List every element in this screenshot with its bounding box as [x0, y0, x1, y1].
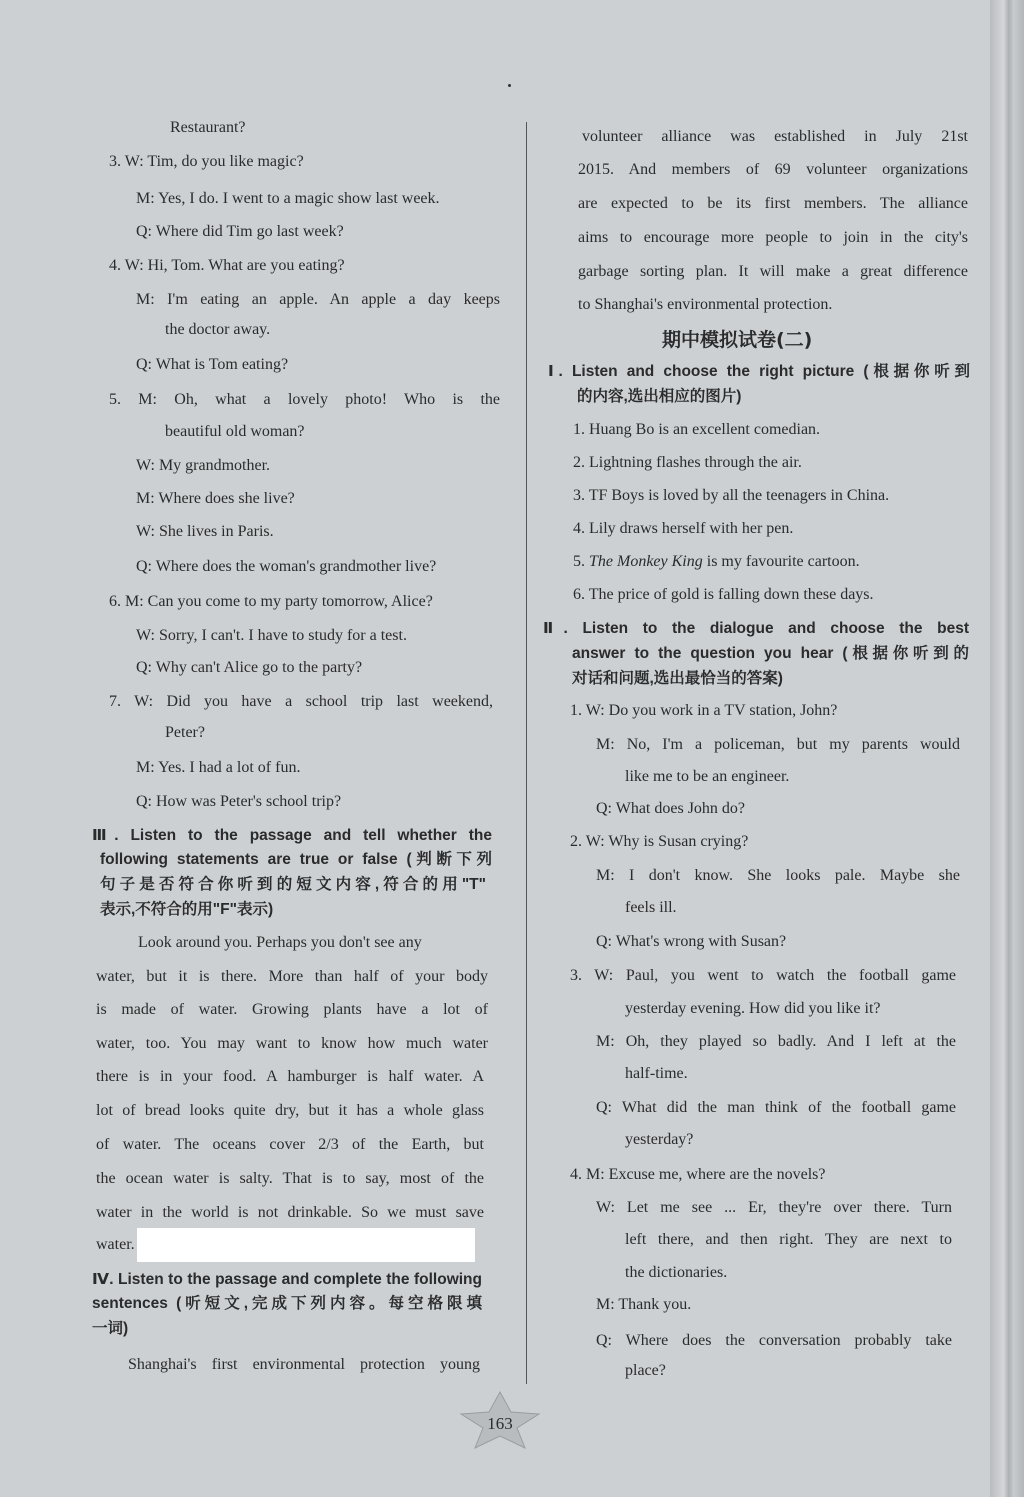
- text-line: 3. W: Tim, do you like magic?: [109, 153, 304, 170]
- dialogue-line: half-time.: [625, 1065, 688, 1082]
- paragraph-line: aims to encourage more people to join in the city's: [578, 229, 968, 246]
- list-item-number: 5.: [573, 553, 585, 570]
- dot-mark: [508, 84, 511, 87]
- text-line: Q: Where did Tim go last week?: [136, 223, 344, 240]
- exam-title: 期中模拟试卷(二): [662, 329, 813, 351]
- dialogue-line: yesterday?: [625, 1131, 694, 1148]
- dialogue-line: feels ill.: [625, 899, 677, 916]
- dialogue-line: 2. W: Why is Susan crying?: [570, 833, 749, 850]
- text-line: 4. W: Hi, Tom. What are you eating?: [109, 257, 345, 274]
- text-line: Q: How was Peter's school trip?: [136, 793, 342, 810]
- text-line: W: Sorry, I can't. I have to study for a test.: [136, 627, 407, 644]
- paragraph-line: water, but it is there. More than half of your body: [96, 968, 488, 985]
- dialogue-line: M: I don't know. She looks pale. Maybe she: [596, 867, 960, 884]
- text-line: M: Yes, I do. I went to a magic show last week.: [136, 190, 440, 207]
- text-line: M: Yes. I had a lot of fun.: [136, 759, 301, 776]
- column-divider: [526, 122, 527, 1384]
- text-line: Q: What is Tom eating?: [136, 356, 289, 373]
- section-heading: 表示,不符合的用"F"表示): [100, 901, 274, 918]
- section-heading: answer to the question you hear (根据你听到的: [572, 645, 969, 662]
- list-item-text: is my favourite cartoon.: [706, 553, 860, 570]
- text-line: 5. M: Oh, what a lovely photo! Who is the: [109, 391, 500, 408]
- dialogue-line: Q: What's wrong with Susan?: [596, 933, 787, 950]
- section-heading: 对话和问题,选出最恰当的答案): [572, 670, 783, 687]
- dialogue-line: Q: What does John do?: [596, 800, 746, 817]
- text-line: W: My grandmother.: [136, 457, 271, 474]
- section-heading: following statements are true or false (判断下列: [100, 851, 492, 868]
- dialogue-line: 3. W: Paul, you went to watch the football game: [570, 967, 956, 984]
- dialogue-line: W: Let me see ... Er, they're over there. Turn: [596, 1199, 952, 1216]
- section-heading: Ⅰ. Listen and choose the right picture (根据你听到: [548, 363, 970, 380]
- paragraph-line: are expected to be its first members. The alliance: [578, 195, 968, 212]
- text-line: Q: Why can't Alice go to the party?: [136, 659, 363, 676]
- dialogue-line: place?: [625, 1362, 666, 1379]
- dialogue-line: the dictionaries.: [625, 1264, 728, 1281]
- list-item: 3. TF Boys is loved by all the teenagers in China.: [573, 487, 890, 504]
- section-heading: Ⅱ. Listen to the dialogue and choose the best: [543, 620, 969, 637]
- paragraph-line: water, too. You may want to know how much water: [96, 1035, 488, 1052]
- section-heading: Ⅳ. Listen to the passage and complete the following: [92, 1271, 482, 1288]
- dialogue-line: left there, and then right. They are next to: [625, 1231, 952, 1248]
- paragraph-line: there is in your food. A hamburger is half water. A: [96, 1068, 484, 1085]
- paragraph-line: the ocean water is salty. That is to say, most of the: [96, 1170, 484, 1187]
- text-line: Peter?: [165, 724, 205, 741]
- section-heading: 的内容,选出相应的图片): [577, 388, 742, 405]
- list-item: 4. Lily draws herself with her pen.: [573, 520, 794, 537]
- list-item: 6. The price of gold is falling down these days.: [573, 586, 874, 603]
- paragraph-line: lot of bread looks quite dry, but it has a whole glass: [96, 1102, 484, 1119]
- text-line: the doctor away.: [165, 321, 271, 338]
- list-item: [573, 552, 860, 572]
- section-heading: 句子是否符合你听到的短文内容,符合的用"T": [100, 876, 486, 893]
- dialogue-line: Q: Where does the conversation probably take: [596, 1332, 952, 1349]
- dialogue-line: like me to be an engineer.: [625, 768, 790, 785]
- text-line: Restaurant?: [170, 119, 246, 136]
- text-line: M: Where does she live?: [136, 490, 295, 507]
- dialogue-line: M: Oh, they played so badly. And I left at the: [596, 1033, 956, 1050]
- page-number: 163: [487, 1414, 513, 1433]
- text-line: 7. W: Did you have a school trip last weekend,: [109, 693, 493, 710]
- dialogue-line: 1. W: Do you work in a TV station, John?: [570, 702, 838, 719]
- page-edge: [990, 0, 1024, 1497]
- paragraph-line: volunteer alliance was established in July 21st: [582, 128, 968, 145]
- paragraph-line: is made of water. Growing plants have a lot of: [96, 1001, 488, 1018]
- list-item: 1. Huang Bo is an excellent comedian.: [573, 421, 821, 438]
- dialogue-line: M: No, I'm a policeman, but my parents would: [596, 736, 960, 753]
- section-heading: Ⅲ. Listen to the passage and tell whether the: [92, 827, 492, 844]
- paragraph-line: Shanghai's first environmental protection young: [128, 1356, 480, 1373]
- section-heading: 一词): [92, 1320, 129, 1337]
- dialogue-line: 4. M: Excuse me, where are the novels?: [570, 1166, 826, 1183]
- cartoon-title: The Monkey King: [589, 553, 703, 570]
- paragraph-line: water in the world is not drinkable. So we must save: [96, 1204, 484, 1221]
- redaction-box: [137, 1228, 475, 1262]
- text-line: W: She lives in Paris.: [136, 523, 274, 540]
- paragraph-line: to Shanghai's environmental protection.: [578, 296, 833, 313]
- paragraph-line: garbage sorting plan. It will make a great difference: [578, 263, 968, 280]
- paragraph-line: Look around you. Perhaps you don't see any: [138, 934, 422, 951]
- text-line: beautiful old woman?: [165, 423, 305, 440]
- list-item: 2. Lightning flashes through the air.: [573, 454, 802, 471]
- paragraph-line: water.: [96, 1236, 135, 1253]
- text-line: Q: Where does the woman's grandmother live?: [136, 558, 437, 575]
- dialogue-line: Q: What did the man think of the football game: [596, 1099, 956, 1116]
- text-line: 6. M: Can you come to my party tomorrow, Alice?: [109, 593, 433, 610]
- dialogue-line: M: Thank you.: [596, 1296, 692, 1313]
- text-line: M: I'm eating an apple. An apple a day keeps: [136, 291, 500, 308]
- paragraph-line: of water. The oceans cover 2/3 of the Earth, but: [96, 1136, 484, 1153]
- section-heading: sentences (听短文,完成下列内容。每空格限填: [92, 1295, 482, 1312]
- dialogue-line: yesterday evening. How did you like it?: [625, 1000, 881, 1017]
- paragraph-line: 2015. And members of 69 volunteer organizations: [578, 161, 968, 178]
